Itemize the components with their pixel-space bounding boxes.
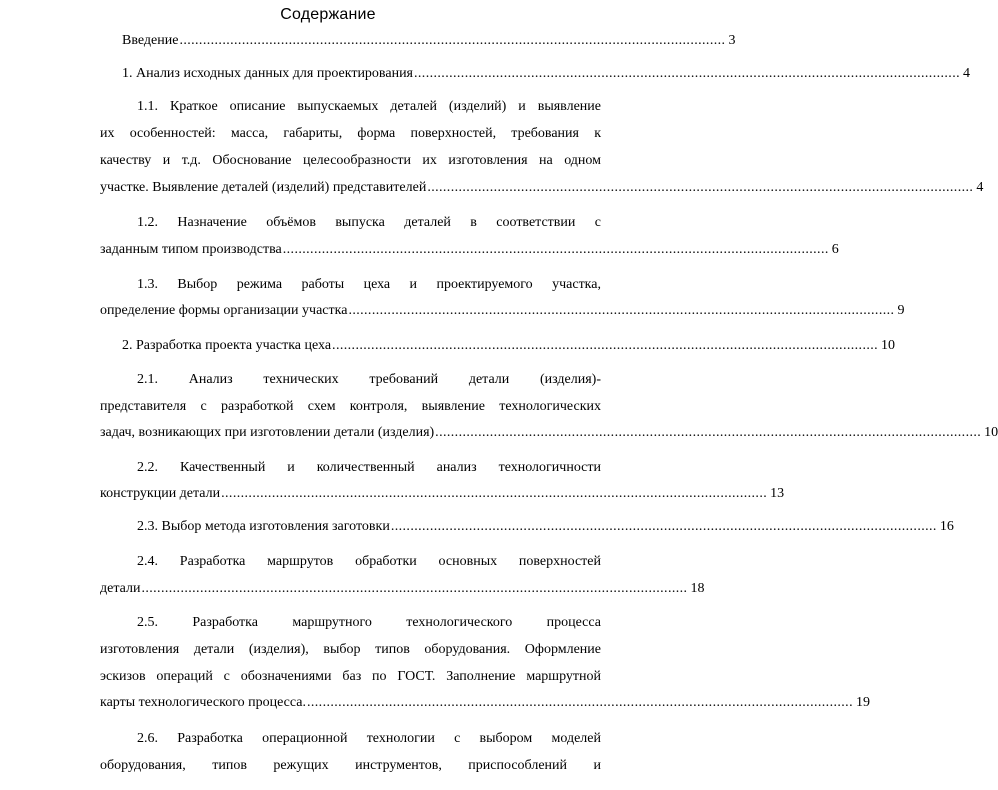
toc-page-number: 3 xyxy=(728,33,736,48)
toc-entry-2-4-line: 2.4. Разработка маршрутов обработки основных поверхностей xyxy=(137,554,601,569)
toc-page-number: 18 xyxy=(690,581,705,596)
toc-entry-section-1[interactable] xyxy=(122,66,970,82)
toc-entry-label: 1. Анализ исходных данных для проектирования xyxy=(122,66,413,81)
toc-entry-2-5-line: изготовления детали (изделия), выбор типов оборудования. Оформление xyxy=(100,642,601,657)
dot-leader: ............................................................................................................................................ xyxy=(282,242,829,257)
toc-entry-2-3[interactable] xyxy=(137,519,954,535)
toc-entry-1-1-line: их особенностей: масса, габариты, форма поверхностей, требования к xyxy=(100,126,601,141)
toc-entry-2-4[interactable] xyxy=(100,581,705,597)
toc-entry-2-1-line: 2.1. Анализ технических требований детали (изделия)- xyxy=(137,372,601,387)
toc-entry-1-1-line: 1.1. Краткое описание выпускаемых деталей (изделий) и выявление xyxy=(137,99,601,114)
toc-entry-2-6-line: оборудования, типов режущих инструментов, приспособлений и xyxy=(100,758,601,773)
toc-entry-label: участке. Выявление деталей (изделий) представителей xyxy=(100,180,427,195)
toc-page-number: 10 xyxy=(881,338,896,353)
toc-page-number: 16 xyxy=(939,519,954,534)
dot-leader: ............................................................................................................................................ xyxy=(414,66,960,81)
toc-entry-2-1[interactable] xyxy=(100,425,998,441)
toc-entry-2-5-line: 2.5. Разработка маршрутного технологического процесса xyxy=(137,615,601,630)
dot-leader: ............................................................................................................................................ xyxy=(435,425,982,440)
toc-entry-2-1-line: представителя с разработкой схем контроля, выявление технологических xyxy=(100,399,601,414)
toc-entry-2-6-line: 2.6. Разработка операционной технологии с выбором моделей xyxy=(137,731,601,746)
toc-entry-introduction[interactable] xyxy=(122,33,736,49)
toc-page-number: 13 xyxy=(770,486,785,501)
toc-page-number: 10 xyxy=(984,425,998,440)
dot-leader: ............................................................................................................................................ xyxy=(306,695,853,710)
toc-page-number: 19 xyxy=(855,695,870,710)
toc-entry-label: конструкции детали xyxy=(100,486,221,501)
toc-entry-1-1[interactable] xyxy=(100,180,984,196)
dot-leader: ............................................................................................................................................ xyxy=(427,180,974,195)
toc-page-number: 9 xyxy=(897,303,905,318)
toc-page-number: 6 xyxy=(831,242,839,257)
toc-entry-2-5[interactable] xyxy=(100,695,870,711)
dot-leader: ............................................................................................................................................ xyxy=(141,581,688,596)
toc-entry-1-3-line: 1.3. Выбор режима работы цеха и проектируемого участка, xyxy=(137,277,601,292)
toc-entry-2-5-line: эскизов операций с обозначениями баз по ГОСТ. Заполнение маршрутной xyxy=(100,669,601,684)
page-title: Содержание xyxy=(280,6,376,23)
dot-leader: ............................................................................................................................................ xyxy=(221,486,768,501)
toc-entry-1-2[interactable] xyxy=(100,242,839,258)
toc-entry-label: задач, возникающих при изготовлении детали (изделия) xyxy=(100,425,435,440)
toc-entry-2-2-line: 2.2. Качественный и количественный анализ технологичности xyxy=(137,460,601,475)
toc-entry-label: заданным типом производства xyxy=(100,242,282,257)
toc-page-number: 4 xyxy=(976,180,984,195)
toc-entry-label: 2. Разработка проекта участка цеха xyxy=(122,338,332,353)
dot-leader: ............................................................................................................................................ xyxy=(348,303,895,318)
toc-entry-1-2-line: 1.2. Назначение объёмов выпуска деталей в соответствии с xyxy=(137,215,601,230)
toc-entry-1-1-line: качеству и т.д. Обоснование целесообразности их изготовления на одном xyxy=(100,153,601,168)
dot-leader: ............................................................................................................................................ xyxy=(179,33,726,48)
dot-leader: ............................................................................................................................................ xyxy=(332,338,879,353)
toc-entry-2-2[interactable] xyxy=(100,486,785,502)
toc-entry-label: определение формы организации участка xyxy=(100,303,348,318)
toc-entry-label: карты технологического процесса. xyxy=(100,695,306,710)
toc-entry-section-2[interactable] xyxy=(122,338,896,354)
toc-entry-label: Введение xyxy=(122,33,179,48)
dot-leader: ............................................................................................................................................ xyxy=(390,519,937,534)
toc-entry-label: 2.3. Выбор метода изготовления заготовки xyxy=(137,519,390,534)
toc-entry-1-3[interactable] xyxy=(100,303,905,319)
toc-entry-label: детали xyxy=(100,581,141,596)
toc-page-number: 4 xyxy=(963,66,970,81)
